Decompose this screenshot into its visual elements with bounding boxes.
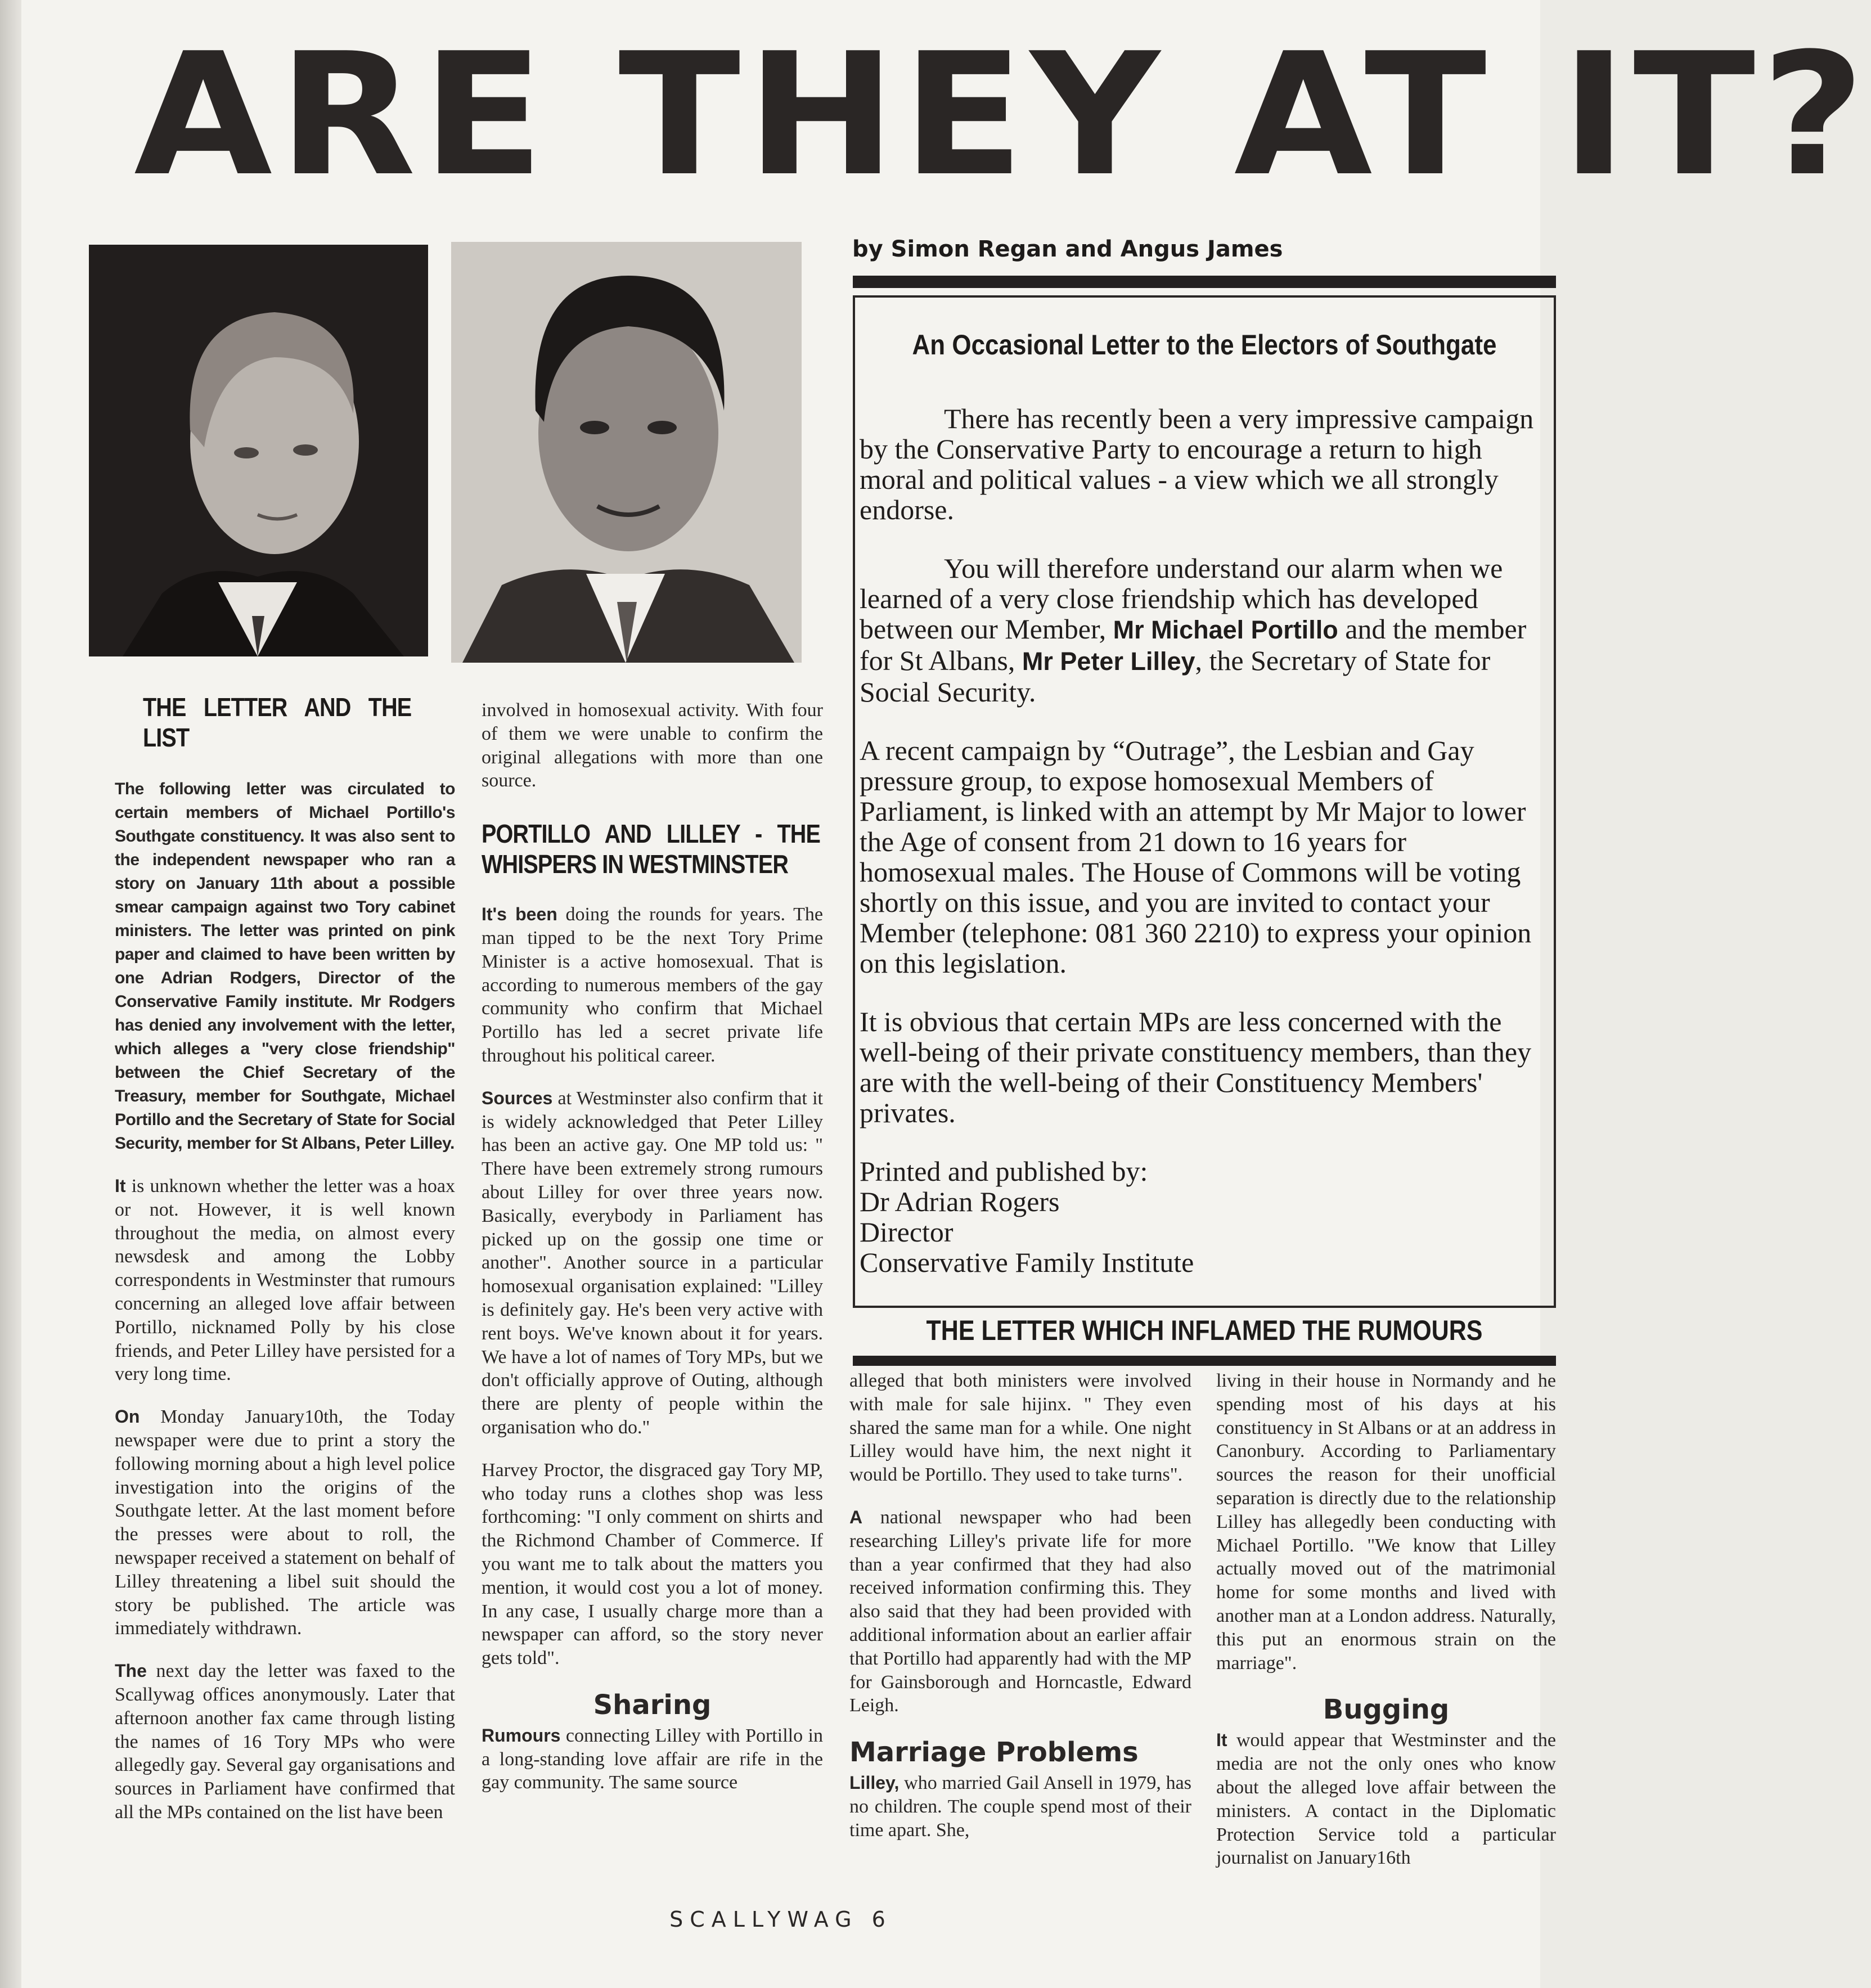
letter-paragraph: There has recently been a very impressive campaign by the Conservative Party to encourage a return to high moral and political values - a view which we all strongly endorse.: [860, 403, 1534, 525]
intro-paragraph: The following letter was circulated to certain members of Michael Portillo's Southgate constituency. It was also sent to the independent newspaper who ran a story on January 11th about a possible smear campaign against two Tory cabinet ministers. The letter was printed on pink paper and claimed to have been written by one Adrian Rodgers, Director of the Conservative Family institute. Mr Rodgers has denied any involvement with the letter, which alleges a "very close friendship" between the Chief Secretary of the Treasury, member for Southgate, Michael Portillo and the Secretary of State for Social Security, member for St Albans, Peter Lilley.: [115, 780, 455, 1153]
letter-signature: Dr Adrian Rogers: [860, 1186, 1060, 1217]
paragraph: On Monday January10th, the Today newspaper were due to print a story the following morning about a high level police investigation into the origins of the Southgate letter. At the last moment before the presses were about to roll, the newspaper received a statement on behalf of Lilley threatening a libel suit should the story be published. The article was immediately withdrawn.: [115, 1406, 455, 1639]
paragraph: It would appear that Westminster and the media are not the only ones who know about the alleged love affair between the ministers. A contact in the Diplomatic Protection Service told a particular journalist on January16th: [1216, 1730, 1556, 1869]
subhead-bugging: Bugging: [1323, 1694, 1450, 1726]
letter-caption: THE LETTER WHICH INFLAMED THE RUMOURS: [926, 1315, 1483, 1346]
photo-portillo: [451, 242, 802, 663]
letter-signature: Conservative Family Institute: [860, 1247, 1194, 1278]
caption-rule: [853, 1356, 1556, 1366]
column-2: [482, 699, 823, 1814]
letter-signature: Director: [860, 1216, 954, 1248]
page-footer: SCALLYWAG 6: [669, 1907, 892, 1932]
letter-body: [860, 403, 1548, 1278]
letter-box: [853, 295, 1556, 1308]
byline: by Simon Regan and Angus James: [852, 236, 1283, 262]
column-4: [1216, 1369, 1556, 1889]
paragraph: living in their house in Normandy and he spending most of his days at his constituency in St Albans or at an address in Canonbury. According to Parliamentary sources the reason for their unofficial separation is directly due to the relationship Lilley has allegedly been conducting with Michael Portillo. "We know that Lilley actually moved out of the matrimonial home for some months and lived with another man at a London address. Naturally, this put an enormous strain on the marriage".: [1216, 1370, 1556, 1674]
section-heading-whispers: PORTILLO AND LILLEY - THE WHISPERS IN WESTMINSTER: [482, 819, 820, 879]
binder-edge: [0, 0, 21, 1988]
subhead-marriage-problems: Marriage Problems: [849, 1737, 1139, 1769]
section-heading-letter-list: THE LETTER AND THE LIST: [143, 692, 412, 752]
letter-paragraph: A recent campaign by “Outrage”, the Lesbian and Gay pressure group, to expose homosexual Members of Parliament, is linked with an attempt by Mr Major to lower the Age of consent from 21 down to 16 years for homosexual males. The House of Commons will be voting shortly on this issue, and you are invited to contact your Member (telephone: 081 360 2210) to express your opinion on this legislation.: [860, 735, 1532, 979]
photo-lilley: [89, 245, 428, 656]
paragraph: involved in homosexual activity. With four of them we were unable to confirm the original allegations with more than one source.: [482, 700, 823, 791]
paragraph: The next day the letter was faxed to the Scallywag offices anonymously. Later that afternoon another fax came through listing the names of 16 Tory MPs who were allegedly gay. Several gay organisations and sources in Parliament have confirmed that all the MPs contained on the list have been: [115, 1661, 455, 1823]
headline: ARE THEY AT IT?: [134, 17, 1871, 213]
paragraph: Rumours connecting Lilley with Portillo in a long-standing love affair are rife in the gay community. The same source: [482, 1725, 823, 1793]
magazine-page: [21, 0, 1871, 1988]
subhead-sharing: Sharing: [593, 1689, 712, 1721]
paragraph: It's been doing the rounds for years. The man tipped to be the next Tory Prime Minister is a active homosexual. That is according to numerous members of the gay community who confirm that Michael Portillo has led a secret private life throughout his political career.: [482, 904, 823, 1066]
column-3: [849, 1369, 1191, 1861]
paragraph: Lilley, who married Gail Ansell in 1979, has no children. The couple spend most of their time apart. She,: [849, 1773, 1191, 1841]
letter-signature: Printed and published by:: [860, 1155, 1148, 1187]
letter-title: An Occasional Letter to the Electors of Southgate: [912, 329, 1497, 361]
paragraph: A national newspaper who had been researching Lilley's private life for more than a year confirmed that they had also received information confirming this. They also said that they had been provided with additional information about an earlier affair that Portillo had apparently had with the MP for Gainsborough and Horncastle, Edward Leigh.: [849, 1506, 1191, 1716]
column-1: [115, 692, 455, 1843]
paragraph: Harvey Proctor, the disgraced gay Tory MP, who today runs a clothes shop was less forthcoming: "I only comment on shirts and the Richmond Chamber of Commerce. If you want me to talk about the matters you mention, it would cost you a lot of money. In any case, I usually charge more than a newspaper can afford, so the story never gets told".: [482, 1459, 823, 1669]
paragraph: alleged that both ministers were involved with male for sale hijinx. " They even shared the same man for a while. One night Lilley would have him, the next night it would be Portillo. They used to take turns".: [849, 1370, 1191, 1486]
paragraph: It is unknown whether the letter was a hoax or not. However, it is well known throughout the media, on almost every newsdesk and among the Lobby correspondents in Westminster that rumours concerning an alleged love affair between Portillo, nicknamed Polly by his close friends, and Peter Lilley have persisted for a very long time.: [115, 1176, 455, 1385]
letter-paragraph: You will therefore understand our alarm when we learned of a very close friendship which has developed between our Member, Mr Michael Portillo and the member for St Albans, Mr Peter Lilley, the Secretary of State for Social Security.: [860, 552, 1527, 708]
letter-paragraph: It is obvious that certain MPs are less concerned with the well-being of their private constituency members, than they are with the well-being of their Constituency Members' privates.: [860, 1006, 1532, 1128]
paragraph: Sources at Westminster also confirm that it is widely acknowledged that Peter Lilley has been an active gay. One MP told us: " There have been extremely strong rumours about Lilley for over three years now. Basically, everybody in Parliament has picked up on the gossip one time or another". Another source in a particular homosexual organisation explained: "Lilley is definitely gay. He's been very active with rent boys. We've known about it for years. We have a lot of names of Tory MPs, but we don't officially approve of Outing, although there are plenty of people within the organisation who do.": [482, 1087, 823, 1438]
top-rule: [853, 276, 1556, 288]
